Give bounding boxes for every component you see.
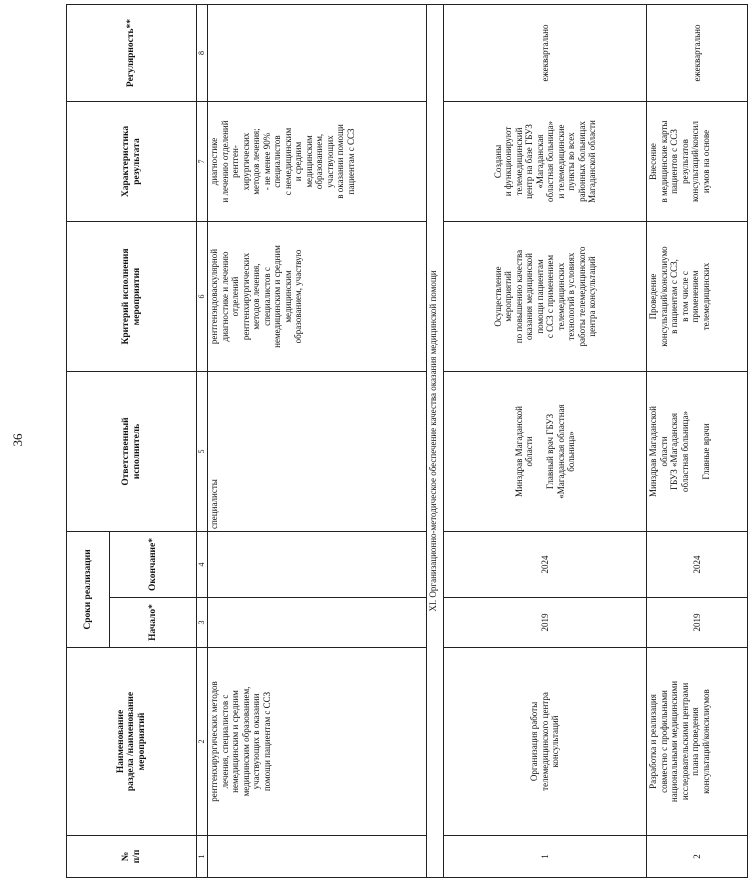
row-regularity: ежеквартально: [647, 5, 748, 102]
column-number: 6: [197, 222, 208, 372]
cell-criterion: рентгенэндоваскулярной диагностике и лечению отделений рентгенхирургических методов лечения, специалистов с немедицинским и средним медицинским образованием, участвую: [208, 222, 427, 372]
cell-name: рентгенхирургических методов лечения, специалистов с немедицинским и средним медицинским образованием, участвующих в оказании помощи пациентам с ССЗ: [208, 648, 427, 836]
section-title: XI. Организационно-методическое обеспечение качества оказания медицинской помощи: [427, 5, 444, 878]
row-result: Внесение в медицинские карты пациентов с ССЗ результатов консультаций/консил иумов на основе: [647, 102, 748, 222]
activities-table: [66, 4, 748, 878]
column-number: 5: [197, 372, 208, 532]
row-start: 2019: [647, 598, 748, 648]
header-regularity: Регулярность**: [67, 5, 197, 102]
row-criterion: Осуществление мероприятий по повышению качества оказания медицинской помощи пациентам с ССЗ с применением телемедицинских технологий в условиях работы телемедицинского центра консультаций: [444, 222, 647, 372]
cell-responsible: специалисты: [208, 372, 427, 532]
cell-result: диагностике и лечению отделений рентген- хирургических методов лечения; - не менее 90% специалистов с немедицинским и средним медицинским образованием, участвующих в оказании помощи пациентам с ССЗ: [208, 102, 427, 222]
column-number: 3: [197, 598, 208, 648]
header-criterion: Критерий исполнения мероприятия: [67, 222, 197, 372]
header-result: Характеристика результата: [67, 102, 197, 222]
row-responsible: Минздрав Магаданской области ГБУЗ «Магаданская областная больница» Главные врачи: [647, 372, 748, 532]
row-responsible: Минздрав Магаданской области Главный врач ГБУЗ «Магаданская областная больница»: [444, 372, 647, 532]
cell-end: [208, 532, 427, 598]
section-row: [427, 5, 444, 878]
header-start: Начало*: [110, 598, 197, 648]
row-regularity: ежеквартально: [444, 5, 647, 102]
row-end: 2024: [647, 532, 748, 598]
row-name: Разработка и реализация совместно с профильными национальными медицинскими исследовательскими центрами плана проведения консультаций/консилиумов: [647, 648, 748, 836]
header-end: Окончание*: [110, 532, 197, 598]
column-number: 2: [197, 648, 208, 836]
table-row: [647, 5, 748, 878]
cell-regularity: [208, 5, 427, 102]
cell-num: [208, 836, 427, 878]
column-number: 8: [197, 5, 208, 102]
table-row: [444, 5, 647, 878]
page-number: 36: [10, 433, 25, 447]
row-end: 2024: [444, 532, 647, 598]
header-period-group: Сроки реализации: [67, 532, 110, 648]
row-start: 2019: [444, 598, 647, 648]
header-name: Наименование раздела /наименование мероприятий: [67, 648, 197, 836]
column-number: 4: [197, 532, 208, 598]
row-criterion: Проведение консультаций/консилиумо в пациентам с ССЗ, в том числе с применением телемедицинских: [647, 222, 748, 372]
row-num: 1: [444, 836, 647, 878]
row-result: Созданы и функционируют телемедицинский центр на базе ГБУЗ «Магаданская областная больница» и телемедицинские пункты во всех районных больницах Магаданской области: [444, 102, 647, 222]
header-responsible: Ответственный исполнитель: [67, 372, 197, 532]
column-number: 7: [197, 102, 208, 222]
column-number-row: [197, 5, 208, 878]
row-name: Организация работы телемедицинского центра консультаций: [444, 648, 647, 836]
header-num: № п/п: [67, 836, 197, 878]
header-row-1: [67, 5, 110, 878]
cell-start: [208, 598, 427, 648]
continuation-row: [208, 5, 427, 878]
row-num: 2: [647, 836, 748, 878]
column-number: 1: [197, 836, 208, 878]
